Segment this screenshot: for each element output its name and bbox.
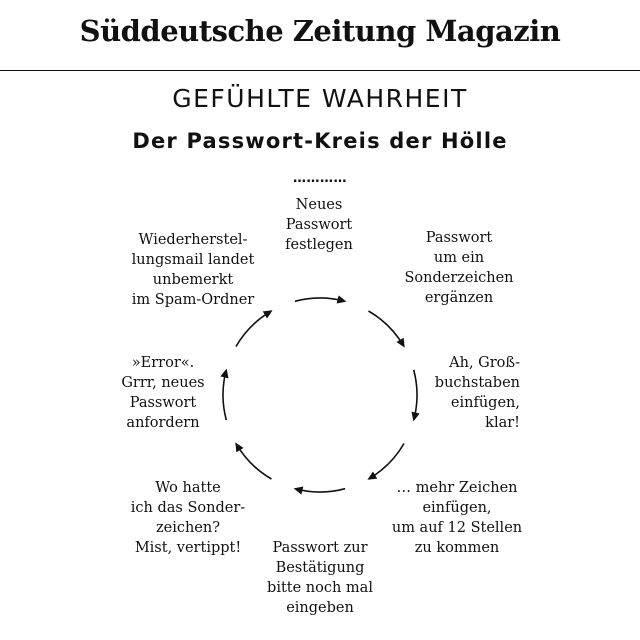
step-error-request-password: »Error«. Grrr, neues Passwort anfordern	[121, 355, 205, 431]
cycle-arrowhead-7	[220, 369, 228, 379]
cycle-arrowhead-2	[396, 338, 404, 348]
magazine-masthead: Süddeutsche Zeitung Magazin	[79, 14, 561, 48]
column-kicker: GEFÜHLTE WAHRHEIT	[172, 84, 468, 113]
step-recovery-mail-spam: Wiederherstel- lungsmail landet unbemerkt im Spam-Ordner	[131, 232, 255, 308]
step-more-characters: … mehr Zeichen einfügen, um auf 12 Stellen zu kommen	[391, 480, 523, 556]
cycle-arc-5	[297, 489, 346, 492]
step-typo-special-character: Wo hatte ich das Sonder- zeichen? Mist, vertippt!	[130, 480, 246, 556]
cycle-arc-2	[369, 311, 404, 345]
cycle-arc-1	[295, 298, 344, 301]
cycle-arc-6	[237, 445, 272, 479]
article-headline: Der Passwort-Kreis der Hölle	[132, 129, 508, 153]
dotted-separator: …………	[293, 171, 347, 186]
cycle-arrowhead-6	[235, 442, 243, 452]
step-new-password: Neues Passwort festlegen	[285, 197, 353, 253]
step-add-special-character: Passwort um ein Sonderzeichen ergänzen	[404, 230, 514, 306]
step-confirm-password: Passwort zur Bestätigung bitte noch mal eingeben	[267, 540, 373, 616]
cycle-arrowhead-4	[367, 471, 377, 479]
cycle-arrowhead-8	[263, 310, 273, 318]
step-add-uppercase: Ah, Groß- buchstaben einfügen, klar!	[434, 355, 520, 431]
cycle-arrowhead-1	[337, 295, 347, 303]
cycle-arc-7	[223, 372, 226, 421]
cycle-arrowhead-5	[294, 486, 304, 494]
cycle-arc-8	[236, 312, 270, 347]
cycle-arc-4	[370, 444, 404, 479]
